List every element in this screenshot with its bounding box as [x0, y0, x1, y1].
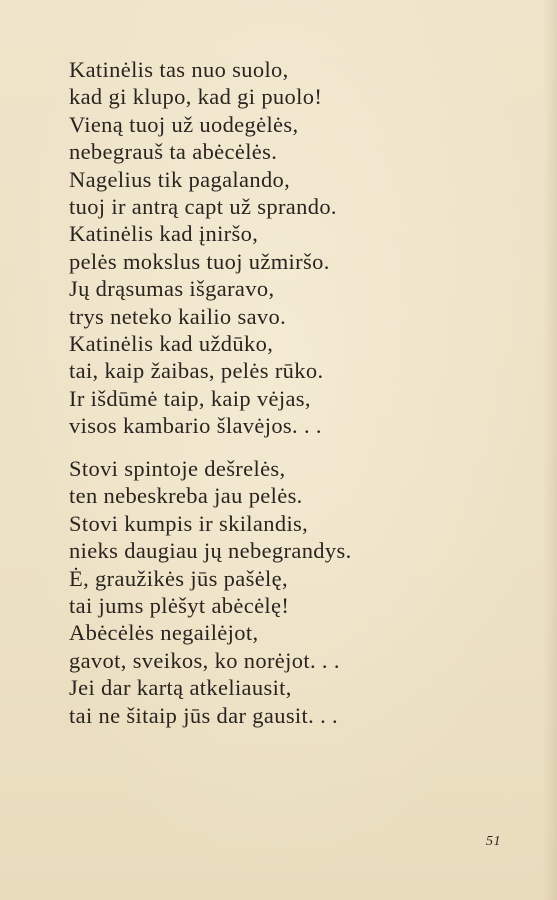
poem-line: Jų drąsumas išgaravo,: [69, 276, 275, 302]
poem-line: nebegrauš ta abėcėlės.: [69, 139, 278, 165]
poem-line: Ir išdūmė taip, kaip vėjas,: [69, 385, 311, 411]
poem-line: visos kambario šlavėjos. . .: [69, 413, 322, 439]
poem-line: Nagelius tik pagalando,: [69, 166, 291, 192]
poem-line: Katinėlis kad įniršo,: [69, 221, 259, 247]
poem-line: ten nebeskreba jau pelės.: [69, 483, 303, 509]
poem-line: tai ne šitaip jūs dar gausit. . .: [69, 702, 339, 728]
poem-line: trys neteko kailio savo.: [69, 303, 287, 329]
poem-stanza-1: [69, 56, 337, 440]
poem-line: Stovi kumpis ir skilandis,: [69, 510, 309, 536]
poem-line: Katinėlis kad uždūko,: [69, 331, 274, 357]
poem-line: tai jums plėšyt abėcėlę!: [69, 593, 290, 619]
poem-line: Katinėlis tas nuo suolo,: [69, 57, 289, 82]
poem-line: pelės mokslus tuoj užmiršo.: [69, 248, 330, 274]
poem-line: nieks daugiau jų nebegrandys.: [69, 538, 352, 564]
poem-line: Abėcėlės negailėjot,: [69, 620, 259, 646]
poem-line: tuoj ir antrą capt už sprando.: [69, 194, 337, 220]
poem-line: gavot, sveikos, ko norėjot. . .: [69, 647, 340, 673]
poem-line: Vieną tuoj už uodegėlės,: [69, 111, 299, 137]
poem-line: Stovi spintoje dešrelės,: [69, 456, 286, 481]
poem-line: Jei dar kartą atkeliausit,: [69, 675, 292, 701]
page-number: 51: [486, 834, 501, 849]
poem-line: tai, kaip žaibas, pelės rūko.: [69, 358, 324, 384]
poem-stanza-2: [69, 455, 352, 729]
page-edge-shadow: [543, 0, 557, 900]
poem-line: kad gi klupo, kad gi puolo!: [69, 84, 323, 110]
poem-line: Ė, graužikės jūs pašėlę,: [69, 565, 288, 591]
